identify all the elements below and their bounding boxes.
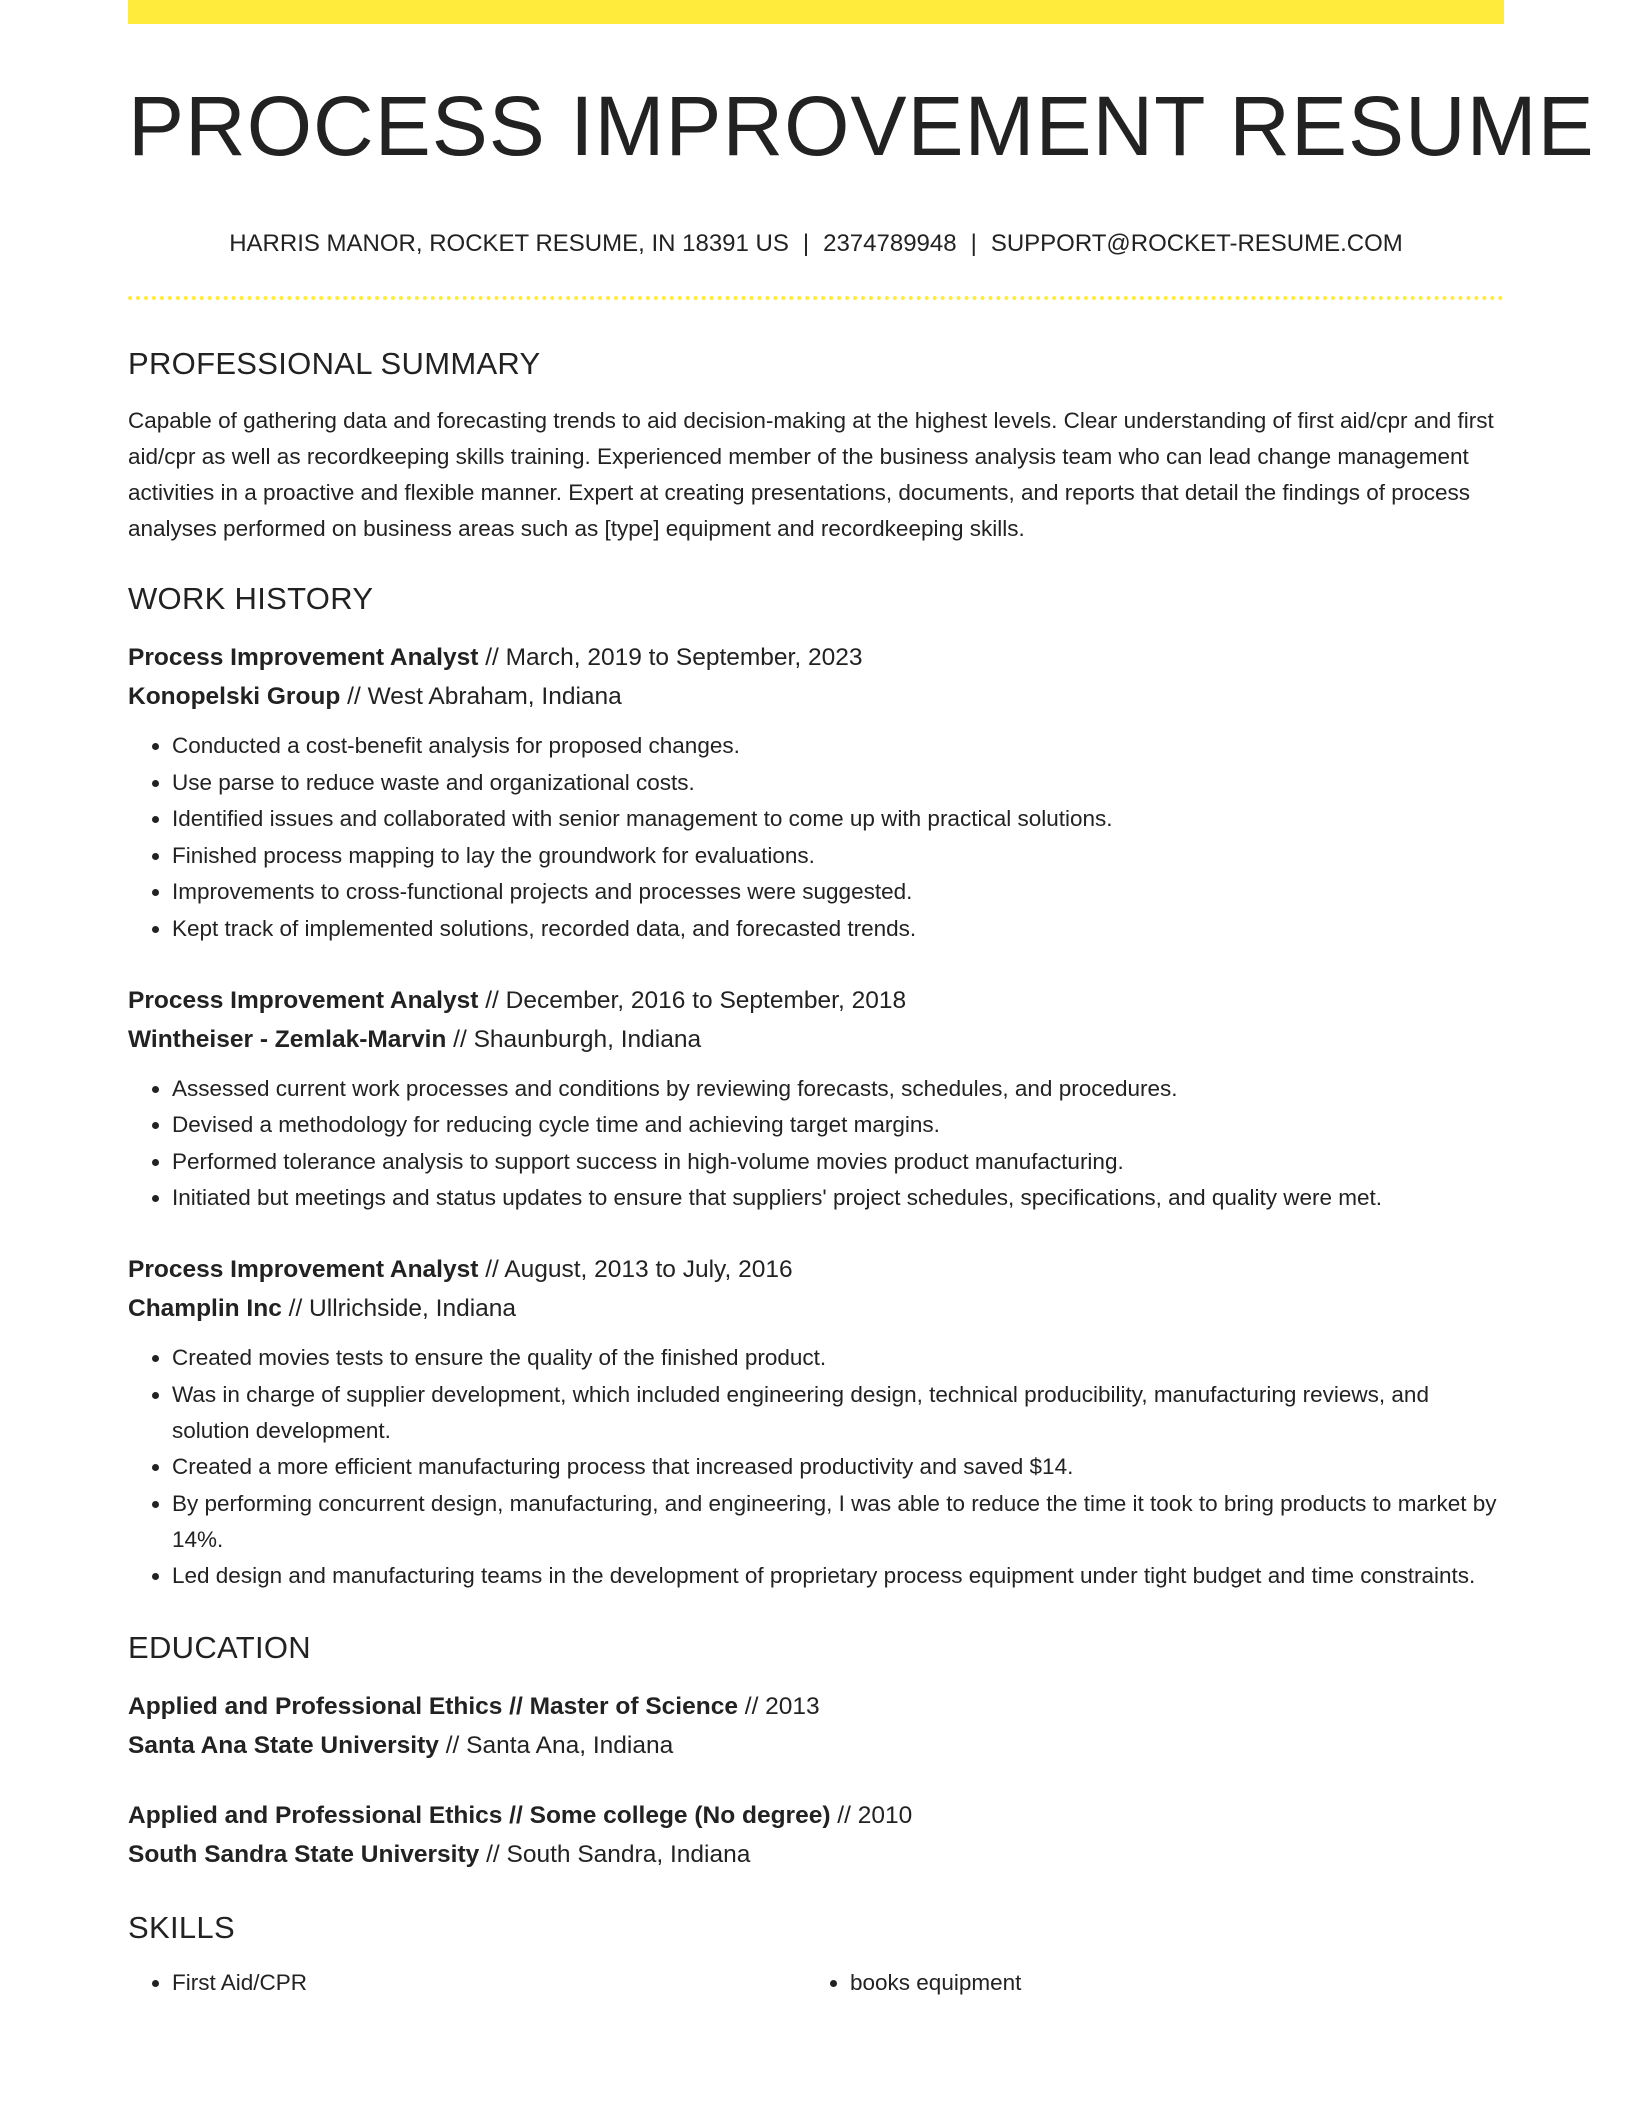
education-heading: EDUCATION [128,1630,311,1665]
job-bullet: • Assessed current work processes and conditions by reviewing forecasts, schedules, and procedures. [172,1071,1504,1107]
degree-year: // 2013 [737,1693,820,1720]
work-history-heading: WORK HISTORY [128,581,374,616]
job-location: // West Abraham, Indiana [340,683,622,710]
summary-heading: PROFESSIONAL SUMMARY [128,346,541,381]
job-company: Konopelski Group [128,683,341,710]
job-bullet: • Conducted a cost-benefit analysis for proposed changes. [172,728,1504,764]
job-bullet: • Improvements to cross-functional projects and processes were suggested. [172,874,1504,910]
job-entry [128,981,1504,1217]
address: HARRIS MANOR, ROCKET RESUME, IN 18391 US [229,230,789,257]
email: SUPPORT@ROCKET-RESUME.COM [990,230,1403,257]
job-bullet: • Performed tolerance analysis to support success in high-volume movies product manufacturing. [172,1144,1504,1180]
job-bullet: • Initiated but meetings and status updates to ensure that suppliers' project schedules, specifications, and quality were met. [172,1180,1504,1216]
job-bullet: • Created movies tests to ensure the quality of the finished product. [172,1340,1504,1376]
job-bullet: • Use parse to reduce waste and organizational costs. [172,765,1504,801]
skill-item: • First Aid/CPR [172,1965,806,2001]
job-location: // Shaunburgh, Indiana [446,1025,702,1053]
job-bullet: • By performing concurrent design, manufacturing, and engineering, I was able to reduce the time it took to bring products to market by 14%. [172,1486,1504,1558]
accent-bar [128,0,1504,24]
school: Santa Ana State University [128,1732,439,1759]
job-entry [128,1250,1504,1594]
job-company-line [128,677,1504,716]
job-dates: // December, 2016 to September, 2018 [478,986,907,1014]
phone: 2374789948 [823,230,957,257]
job-bullet: • Identified issues and collaborated with senior management to come up with practical solutions. [172,801,1504,837]
school-location: // Santa Ana, Indiana [438,1732,674,1759]
job-company-line [128,1289,1504,1328]
skill-item: • books equipment [850,1965,1484,2001]
job-dates: // August, 2013 to July, 2016 [478,1256,793,1283]
school-location: // South Sandra, Indiana [479,1841,751,1868]
degree-year: // 2010 [830,1802,913,1829]
summary-text: Capable of gathering data and forecasting trends to aid decision-making at the highest levels. Clear understanding of first aid/cpr and first aid/cpr as well as recordkeeping skills training. Experienced member of the business analysis team who can lead change management activities in a proactive and flexible manner. Expert at creating presentations, documents, and reports that detail the findings of process analyses performed on business areas such as [type] equipment and recordkeeping skills. [128,408,1494,541]
resume-title: PROCESS IMPROVEMENT RESUME [128,79,1595,173]
job-bullets [128,728,1504,947]
degree-line [128,1687,1504,1726]
job-title-line [128,1250,1504,1289]
job-bullet: • Kept track of implemented solutions, recorded data, and forecasted trends. [172,911,1504,947]
skills-list [128,1965,1504,2001]
job-entry [128,638,1504,947]
education-entry [128,1687,1504,1765]
job-bullet: • Devised a methodology for reducing cycle time and achieving target margins. [172,1107,1504,1143]
job-company: Champlin Inc [128,1295,282,1322]
dotted-divider [128,296,1504,300]
contact-separator: | [802,230,810,257]
job-company: Wintheiser - Zemlak-Marvin [128,1025,447,1053]
job-title-line [128,638,1504,677]
skills-column-left [128,1965,806,2001]
school: South Sandra State University [128,1841,480,1868]
job-bullet: • Created a more efficient manufacturing process that increased productivity and saved $14. [172,1449,1504,1485]
education-entry [128,1796,1504,1874]
skills-heading: SKILLS [128,1910,235,1945]
job-role: Process Improvement Analyst [128,986,479,1014]
resume-page [128,0,1595,2001]
school-line [128,1726,1504,1765]
degree-line [128,1796,1504,1835]
degree: Applied and Professional Ethics // Master of Science [128,1693,738,1720]
job-bullets [128,1071,1504,1217]
skills-column-right [806,1965,1484,2001]
job-bullet: • Finished process mapping to lay the groundwork for evaluations. [172,838,1504,874]
school-line [128,1835,1504,1874]
job-company-line [128,1020,1504,1059]
contact-separator: | [970,230,977,257]
job-role: Process Improvement Analyst [128,1256,479,1283]
job-bullets [128,1340,1504,1594]
job-role: Process Improvement Analyst [128,644,479,671]
contact-line [128,232,1504,256]
degree: Applied and Professional Ethics // Some college (No degree) [128,1802,831,1829]
job-dates: // March, 2019 to September, 2023 [478,644,863,671]
job-title-line [128,981,1504,1020]
job-bullet: • Led design and manufacturing teams in the development of proprietary process equipment under tight budget and time constraints. [172,1558,1504,1594]
job-bullet: • Was in charge of supplier development, which included engineering design, technical producibility, manufacturing reviews, and solution development. [172,1377,1504,1449]
job-location: // Ullrichside, Indiana [281,1295,517,1322]
